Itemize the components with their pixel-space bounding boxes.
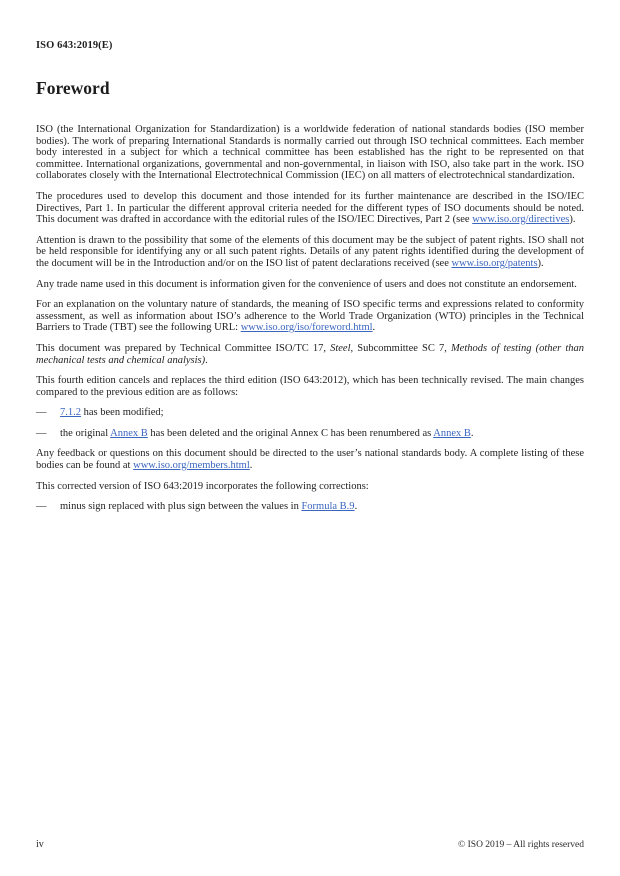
page-footer [36, 839, 584, 850]
text-run: ). [569, 214, 576, 226]
hyperlink[interactable]: www.iso.org/iso/foreword.html [240, 322, 373, 334]
text-run: . [205, 354, 208, 366]
hyperlink[interactable]: 7.1.2 [60, 407, 81, 419]
text-run: This fourth edition cancels and replaces the third edition (ISO 643:2012), which has been technically revised. The main changes compared to the previous edition are as follows: [36, 375, 584, 398]
text-run: This document was prepared by Technical Committee ISO/TC 17, [36, 342, 331, 354]
italic-text: Methods of testing (other than mechanical tests and chemical analysis) [36, 342, 585, 366]
text-run: , Subcommittee SC 7, [350, 342, 451, 354]
list-item [36, 428, 584, 440]
paragraph [36, 299, 584, 334]
hyperlink[interactable]: www.iso.org/members.html [133, 460, 250, 472]
page-number: iv [36, 839, 44, 850]
list-item-text [60, 407, 164, 418]
list-item-text [60, 501, 357, 512]
text-run: Any trade name used in this document is information given for the convenience of users and does not constitute an endorsement. [36, 278, 577, 290]
hyperlink[interactable]: Annex B [110, 427, 148, 439]
text-run: minus sign replaced with plus sign between the values in [60, 501, 302, 513]
paragraph [36, 343, 584, 366]
hyperlink[interactable]: www.iso.org/patents [451, 257, 538, 269]
page-title: Foreword [36, 78, 110, 98]
text-run: For an explanation on the voluntary nature of standards, the meaning of ISO specific terms and expressions related to conformity assessment, as well as information about ISO’s adherence to the World Trade Organization (WTO) principles in the Technical Barriers to Trade (TBT) see the following URL: [36, 299, 584, 334]
paragraph [36, 448, 584, 471]
text-run: Attention is drawn to the possibility that some of the elements of this document may be the subject of patent rights. ISO shall not be held responsible for identifying any or all such patent rights. Details of any patent rights identified during the development of the document will be in the Introduction and/or on the ISO list of patent declarations received (see [36, 234, 584, 269]
italic-text: Steel [330, 342, 351, 354]
list-item [36, 501, 584, 513]
paragraph [36, 235, 584, 270]
text-run: has been modified; [81, 407, 164, 419]
text-run: . [372, 322, 376, 334]
text-run: ISO (the International Organization for Standardization) is a worldwide federation of national standards bodies (ISO member bodies). The work of preparing International Standards is normally carried out through ISO technical committees. Each member body interested in a subject for which a technical committee has been established has the right to be represented on that committee. International organizations, governmental and non-governmental, in liaison with ISO, also take part in the work. ISO collaborates closely with the International Electrotechnical Commission (IEC) on all matters of electrotechnical standardization. [36, 124, 584, 182]
document-reference: ISO 643:2019(E) [36, 40, 113, 51]
text-run: the original [60, 427, 111, 439]
foreword-body [36, 124, 584, 513]
paragraph [36, 375, 584, 398]
text-run: The procedures used to develop this document and those intended for its further maintenance are described in the ISO/IEC Directives, Part 1. In particular the different approval criteria needed for the different types of ISO documents should be noted. This document was drafted in accordance with the editorial rules of the ISO/IEC Directives, Part 2 (see [36, 190, 584, 226]
bullet-dash-marker: — [36, 407, 47, 419]
text-run: ). [537, 257, 544, 269]
paragraph [36, 124, 584, 182]
text-run: Any feedback or questions on this document should be directed to the user’s national standards body. A complete listing of these bodies can be found at [36, 448, 584, 472]
text-run: has been deleted and the original Annex C has been renumbered as [147, 427, 434, 439]
hyperlink[interactable]: www.iso.org/directives [472, 214, 570, 226]
hyperlink[interactable]: Formula B.9 [301, 501, 355, 513]
paragraph [36, 279, 584, 291]
text-run: This corrected version of ISO 643:2019 incorporates the following corrections: [36, 480, 369, 492]
paragraph [36, 191, 584, 226]
list-item-text [60, 428, 474, 439]
list-item [36, 407, 584, 419]
bullet-dash-marker: — [36, 427, 47, 439]
bullet-dash-marker: — [36, 501, 47, 513]
hyperlink[interactable]: Annex B [433, 427, 471, 439]
paragraph [36, 481, 584, 493]
copyright-notice: © ISO 2019 – All rights reserved [458, 840, 584, 850]
text-run: . [470, 427, 474, 439]
text-run: . [354, 501, 358, 513]
text-run: . [249, 460, 253, 472]
